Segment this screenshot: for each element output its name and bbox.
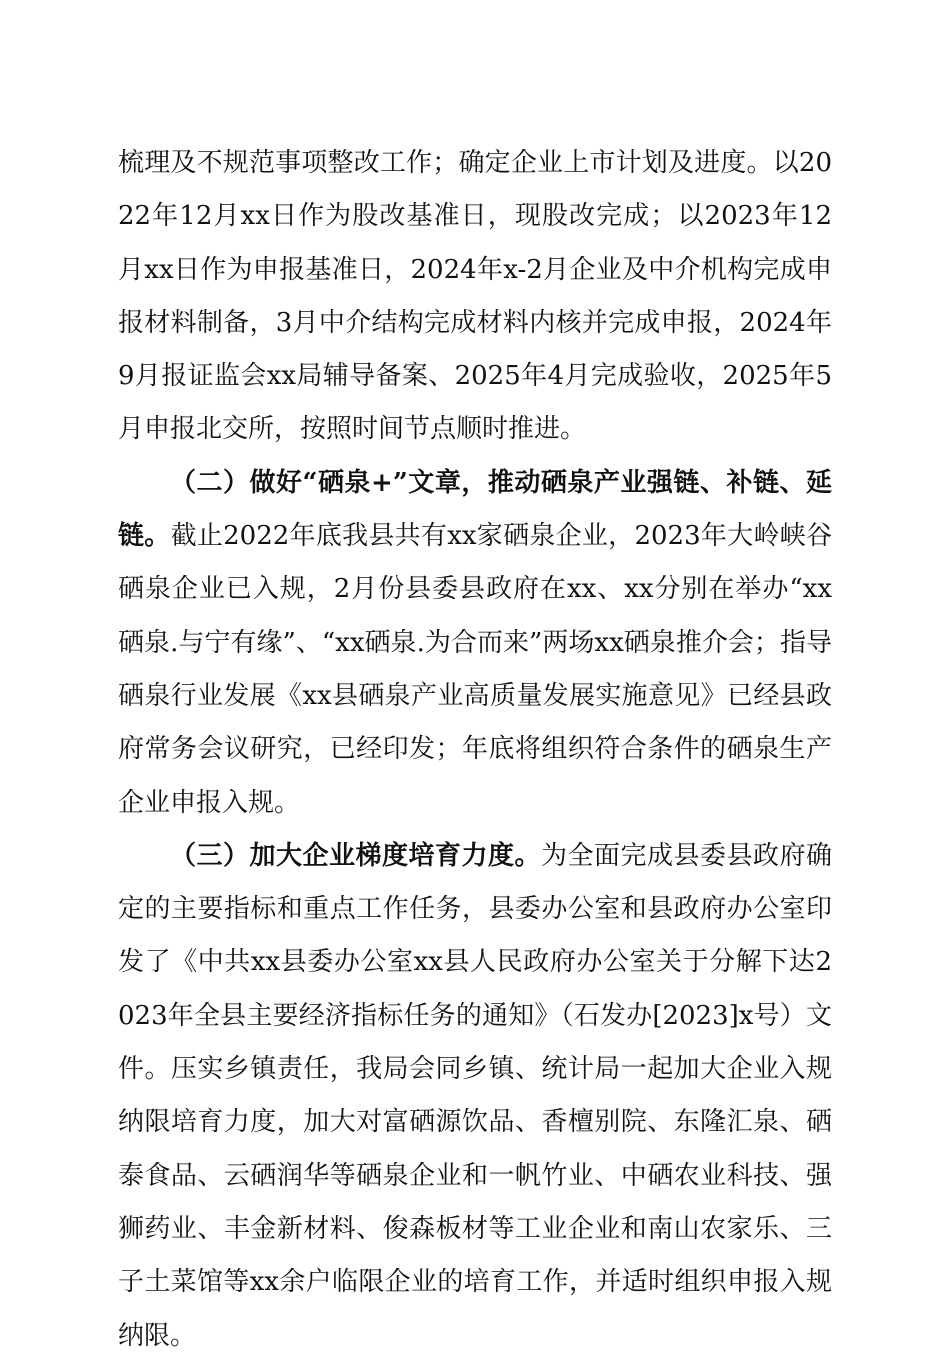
paragraph-continuation <box>118 137 832 457</box>
paragraph-body: 梳理及不规范事项整改工作；确定企业上市计划及进度。以2022年12月xx日作为股改基准日，现股改完成；以2023年12月xx日作为申报基准日，2024年x-2月企业及中介机构完成申报材料制备，3月中介结构完成材料内核并完成申报，2024年9月报证监会xx局辅导备案、2025年4月完成验收，2025年5月申报北交所，按照时间节点顺时推进。 <box>118 148 832 445</box>
paragraph-section-2 <box>118 457 832 830</box>
paragraph-body: 截止2022年底我县共有xx家硒泉企业，2023年大岭峡谷硒泉企业已入规，2月份县委县政府在xx、xx分别在举办“xx硒泉.与宁有缘”、“xx硒泉.为合而来”两场xx硒泉推介会；指导硒泉行业发展《xx县硒泉产业高质量发展实施意见》已经县政府常务会议研究，已经印发；年底将组织符合条件的硒泉生产企业申报入规。 <box>118 521 832 818</box>
paragraph-body: 为全面完成县委县政府确定的主要指标和重点工作任务，县委办公室和县政府办公室印发了《中共xx县委办公室xx县人民政府办公室关于分解下达2023年全县主要经济指标任务的通知》（石发办[2023]x号）文件。压实乡镇责任，我局会同乡镇、统计局一起加大企业入规纳限培育力度，加大对富硒源饮品、香檀别院、东隆汇泉、硒泰食品、云硒润华等硒泉企业和一帆竹业、中硒农业科技、强狮药业、丰金新材料、俊森板材等工业企业和南山农家乐、三子土菜馆等xx余户临限企业的培育工作，并适时组织申报入规纳限。 <box>118 840 832 1351</box>
section-heading: （三）加大企业梯度培育力度。 <box>170 840 541 871</box>
document-page <box>118 137 832 1363</box>
section-heading: （二）做好“硒泉+”文章，推动硒泉产业强链、补链、延链。 <box>118 467 832 552</box>
paragraph-section-3 <box>118 830 832 1363</box>
